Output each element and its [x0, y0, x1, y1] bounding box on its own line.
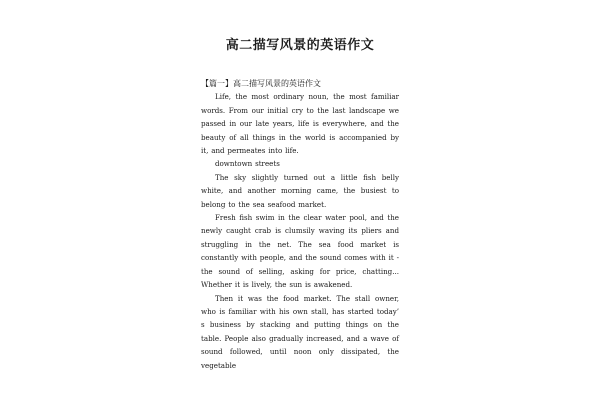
- paragraph-seafood-market: Fresh fish swim in the clear water pool, and the newly caught crab is clumsily waving its pliers and struggling in the net. The sea food market is constantly with people, and the sound comes with it - the sound of selling, asking for price, chatting... Whether it is lively, the sun is awakened.: [201, 213, 399, 290]
- document-body: [201, 77, 399, 372]
- paragraph-morning: The sky slightly turned out a little fish belly white, and another morning came, the busiest to belong to the sea seafood market.: [201, 172, 399, 209]
- paragraph-life: Life, the most ordinary noun, the most familiar words. From our initial cry to the last landscape we passed in our late years, life is everywhere, and the beauty of all things in the world is accompanied by it, and permeates into life.: [201, 92, 399, 156]
- section-heading: 【篇一】高二描写风景的英语作文: [201, 79, 321, 88]
- paragraph-food-market: Then it was the food market. The stall owner, who is familiar with his own stall, has started today’ s business by stacking and putting things on the table. People also gradually increased, and a wave of sound followed, until noon only dissipated, the vegetable: [201, 293, 399, 370]
- subheading-downtown-streets: downtown streets: [215, 159, 280, 169]
- document-title: 高二描写风景的英语作文: [225, 38, 375, 53]
